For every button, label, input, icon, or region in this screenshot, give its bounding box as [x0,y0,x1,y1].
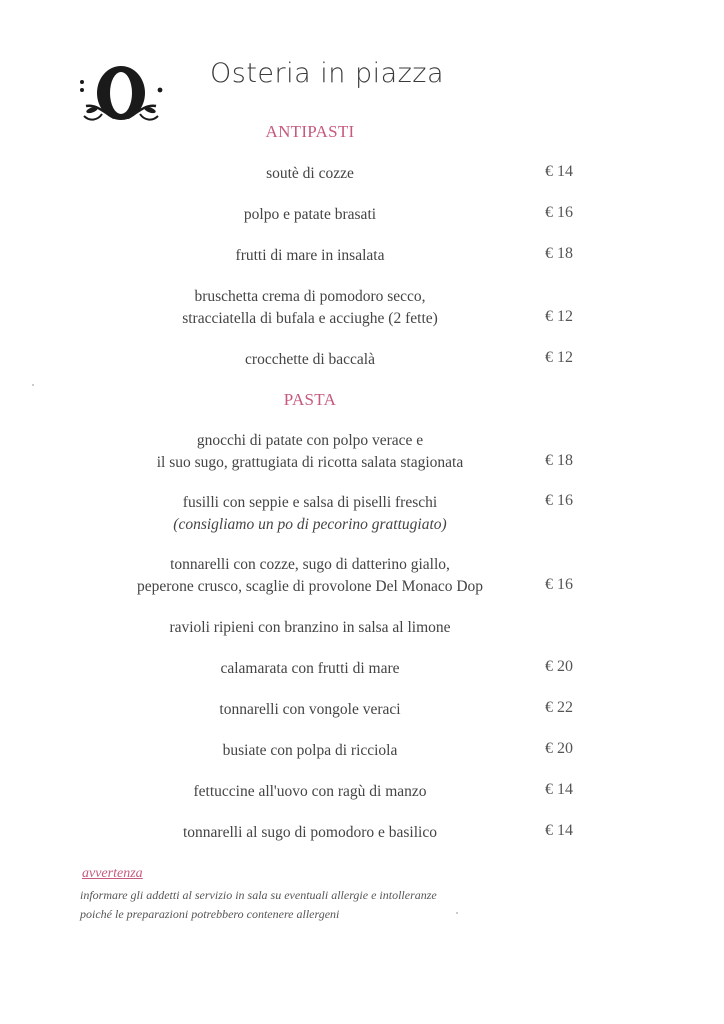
item-name: crocchette di baccalà [245,351,375,368]
item-name-continued: il suo sugo, grattugiata di ricotta salata stagionata [156,454,464,471]
item-name: calamarata con frutti di mare [220,660,400,677]
item-name: tonnarelli con cozze, sugo di datterino giallo, [170,556,450,573]
menu-item [80,349,540,371]
item-name: soutè di cozze [266,165,354,182]
item-name-continued: stracciatella di bufala e acciughe (2 fette) [182,310,438,327]
item-price: € 18 [545,452,573,469]
warning-line: poiché le preparazioni potrebbero contenere allergeni [80,907,340,921]
warning-text [80,886,560,924]
menu-item [80,617,540,639]
menu-item [80,658,540,680]
item-name: ravioli ripieni con branzino in salsa al limone [169,619,451,636]
item-name: fettuccine all'uovo con ragù di manzo [193,783,427,800]
section-title-pasta: PASTA [283,390,337,409]
menu-item [80,430,540,474]
menu-item [80,699,540,721]
item-price: € 18 [545,245,573,262]
scan-speck [32,384,34,386]
menu-item [80,245,540,267]
item-name: busiate con polpa di ricciola [222,742,398,759]
item-price: € 16 [545,492,573,509]
osteria-logo [78,60,164,130]
restaurant-name: Osteria in piazza [210,58,445,89]
item-price: € 22 [545,699,573,716]
item-name: tonnarelli al sugo di pomodoro e basilico [183,824,437,841]
menu-item [80,740,540,762]
menu-item [80,781,540,803]
menu-item [80,163,540,185]
item-price: € 14 [545,163,573,180]
warning-line: informare gli addetti al servizio in sala su eventuali allergie e intolleranze [80,888,437,902]
menu-item [80,554,540,598]
item-price: € 20 [545,740,573,757]
item-name: bruschetta crema di pomodoro secco, [194,288,426,305]
item-price: € 16 [545,204,573,221]
menu-item [80,204,540,226]
menu-item [80,286,540,330]
section-title-antipasti: ANTIPASTI [265,122,355,141]
item-price: € 14 [545,822,573,839]
item-name: frutti di mare in insalata [235,247,385,264]
warning-title: avvertenza [82,866,143,881]
item-name-continued: peperone crusco, scaglie di provolone Del Monaco Dop [136,578,484,595]
item-note: (consigliamo un po di pecorino grattugiato) [173,516,447,533]
item-price: € 12 [545,308,573,325]
item-price: € 20 [545,658,573,675]
menu-item [80,492,540,536]
item-name: fusilli con seppie e salsa di piselli freschi [182,494,438,511]
item-price: € 12 [545,349,573,366]
item-price: € 16 [545,576,573,593]
item-name: gnocchi di patate con polpo verace e [196,432,424,449]
scan-speck [456,912,458,914]
menu-item [80,822,540,844]
item-name: polpo e patate brasati [243,206,377,223]
item-name: tonnarelli con vongole veraci [219,701,401,718]
item-price: € 14 [545,781,573,798]
